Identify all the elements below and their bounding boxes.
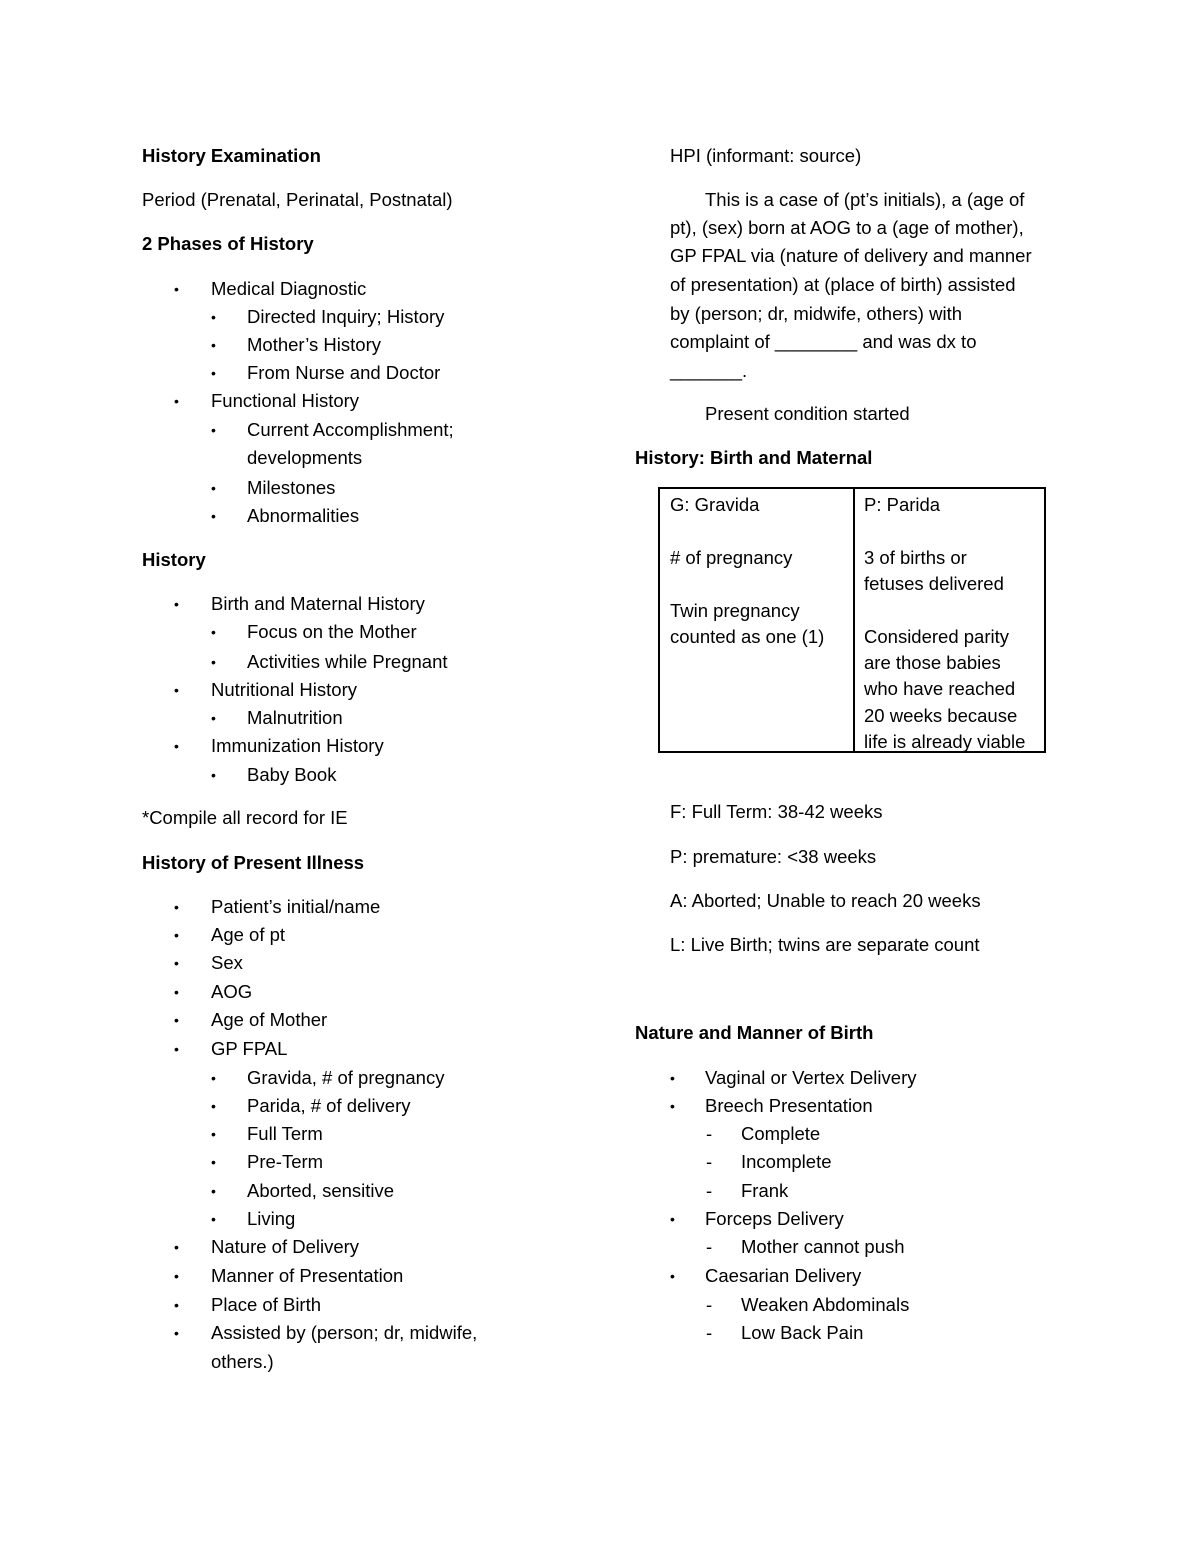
list-subitem: Mother cannot push — [741, 1236, 905, 1257]
bullet-icon: • — [174, 682, 179, 698]
parida-line: 3 of births or — [864, 547, 967, 568]
dash-icon: - — [706, 1236, 713, 1257]
list-subitem: Living — [247, 1208, 296, 1229]
bullet-icon: • — [174, 738, 179, 754]
dash-icon: - — [706, 1322, 713, 1343]
bullet-icon: • — [670, 1070, 675, 1086]
list-subitem: Complete — [741, 1123, 821, 1144]
bullet-icon: • — [174, 1041, 179, 1057]
gravida-line: # of pregnancy — [670, 547, 793, 568]
list-subitem: Gravida, # of pregnancy — [247, 1067, 445, 1088]
hpi-heading: History of Present Illness — [142, 852, 365, 873]
parida-line: 20 weeks because — [864, 705, 1018, 726]
parida-line: who have reached — [864, 678, 1016, 699]
parida-line: Considered parity — [864, 626, 1009, 647]
list-item: Nutritional History — [211, 679, 357, 700]
bullet-icon: • — [174, 984, 179, 1000]
dash-icon: - — [706, 1151, 713, 1172]
list-item: Medical Diagnostic — [211, 278, 367, 299]
list-subitem: Weaken Abdominals — [741, 1294, 910, 1315]
bullet-icon: • — [211, 508, 216, 524]
bullet-icon: • — [211, 767, 216, 783]
fpal-line: P: premature: <38 weeks — [670, 846, 877, 867]
list-item: Patient’s initial/name — [211, 896, 381, 917]
list-subitem: Pre-Term — [247, 1151, 324, 1172]
bullet-icon: • — [211, 1154, 216, 1170]
bullet-icon: • — [211, 337, 216, 353]
bullet-icon: • — [174, 281, 179, 297]
list-subitem: Full Term — [247, 1123, 323, 1144]
paragraph-line: of presentation) at (place of birth) assisted — [670, 274, 1016, 295]
bullet-icon: • — [670, 1268, 675, 1284]
bullet-icon: • — [211, 710, 216, 726]
list-item: Caesarian Delivery — [705, 1265, 862, 1286]
list-subitem: Mother’s History — [247, 334, 381, 355]
paragraph-line: pt), (sex) born at AOG to a (age of mother), — [670, 217, 1024, 238]
history-heading: History — [142, 549, 206, 570]
list-item: Forceps Delivery — [705, 1208, 844, 1229]
fpal-line: F: Full Term: 38-42 weeks — [670, 801, 883, 822]
list-item: Functional History — [211, 390, 360, 411]
gravida-line: Twin pregnancy — [670, 600, 800, 621]
bullet-icon: • — [211, 1126, 216, 1142]
bullet-icon: • — [174, 955, 179, 971]
list-item: Age of pt — [211, 924, 286, 945]
list-item: Sex — [211, 952, 243, 973]
list-item: AOG — [211, 981, 253, 1002]
list-subitem: Parida, # of delivery — [247, 1095, 411, 1116]
bullet-icon: • — [174, 1268, 179, 1284]
parida-line: are those babies — [864, 652, 1001, 673]
list-subitem: Low Back Pain — [741, 1322, 864, 1343]
list-subitem-continued: developments — [247, 447, 363, 468]
bullet-icon: • — [174, 1297, 179, 1313]
gravida-title: G: Gravida — [670, 494, 760, 515]
phases-heading: 2 Phases of History — [142, 233, 314, 254]
list-subitem: Malnutrition — [247, 707, 343, 728]
paragraph-line: GP FPAL via (nature of delivery and manner — [670, 245, 1032, 266]
bullet-icon: • — [211, 365, 216, 381]
list-item: Manner of Presentation — [211, 1265, 404, 1286]
bullet-icon: • — [670, 1098, 675, 1114]
list-item: Breech Presentation — [705, 1095, 873, 1116]
gravida-line: counted as one (1) — [670, 626, 825, 647]
bullet-icon: • — [174, 393, 179, 409]
bullet-icon: • — [211, 309, 216, 325]
list-subitem: Current Accomplishment; — [247, 419, 454, 440]
bullet-icon: • — [174, 1012, 179, 1028]
list-subitem: Incomplete — [741, 1151, 832, 1172]
list-item: Vaginal or Vertex Delivery — [705, 1067, 917, 1088]
bullet-icon: • — [174, 927, 179, 943]
paragraph-line: This is a case of (pt’s initials), a (age of — [705, 189, 1025, 210]
list-subitem: Baby Book — [247, 764, 337, 785]
bullet-icon: • — [211, 1098, 216, 1114]
nature-heading: Nature and Manner of Birth — [635, 1022, 874, 1043]
bullet-icon: • — [211, 480, 216, 496]
parida-line: fetuses delivered — [864, 573, 1004, 594]
bullet-icon: • — [211, 654, 216, 670]
birth-maternal-heading: History: Birth and Maternal — [635, 447, 873, 468]
list-subitem: Milestones — [247, 477, 336, 498]
parida-line: life is already viable — [864, 731, 1026, 752]
fpal-line: A: Aborted; Unable to reach 20 weeks — [670, 890, 981, 911]
bullet-icon: • — [211, 624, 216, 640]
bullet-icon: • — [211, 1183, 216, 1199]
bullet-icon: • — [174, 1239, 179, 1255]
list-item: GP FPAL — [211, 1038, 288, 1059]
fpal-line: L: Live Birth; twins are separate count — [670, 934, 980, 955]
paragraph-line: complaint of ________ and was dx to — [670, 331, 977, 352]
list-subitem: Aborted, sensitive — [247, 1180, 395, 1201]
list-subitem: Directed Inquiry; History — [247, 306, 445, 327]
present-condition: Present condition started — [705, 403, 910, 424]
list-subitem: Abnormalities — [247, 505, 360, 526]
hpi-informant: HPI (informant: source) — [670, 145, 862, 166]
dash-icon: - — [706, 1180, 713, 1201]
bullet-icon: • — [670, 1211, 675, 1227]
bullet-icon: • — [174, 1325, 179, 1341]
list-subitem: Focus on the Mother — [247, 621, 417, 642]
list-subitem: Activities while Pregnant — [247, 651, 448, 672]
bullet-icon: • — [211, 422, 216, 438]
bullet-icon: • — [211, 1211, 216, 1227]
bullet-icon: • — [174, 596, 179, 612]
list-subitem: From Nurse and Doctor — [247, 362, 441, 383]
list-item: Place of Birth — [211, 1294, 322, 1315]
list-item: Immunization History — [211, 735, 384, 756]
compile-note: *Compile all record for IE — [142, 807, 348, 828]
list-item: Age of Mother — [211, 1009, 328, 1030]
dash-icon: - — [706, 1123, 713, 1144]
paragraph-line: by (person; dr, midwife, others) with — [670, 303, 962, 324]
list-subitem: Frank — [741, 1180, 789, 1201]
document-title: History Examination — [142, 145, 321, 166]
paragraph-line: _______. — [670, 360, 748, 381]
table-divider — [853, 489, 855, 751]
list-item: Assisted by (person; dr, midwife, — [211, 1322, 478, 1343]
period-line: Period (Prenatal, Perinatal, Postnatal) — [142, 189, 453, 210]
list-item: Birth and Maternal History — [211, 593, 425, 614]
parida-title: P: Parida — [864, 494, 941, 515]
list-item-continued: others.) — [211, 1351, 274, 1372]
list-item: Nature of Delivery — [211, 1236, 360, 1257]
bullet-icon: • — [211, 1070, 216, 1086]
dash-icon: - — [706, 1294, 713, 1315]
bullet-icon: • — [174, 899, 179, 915]
gravida-parida-table — [658, 487, 1046, 753]
